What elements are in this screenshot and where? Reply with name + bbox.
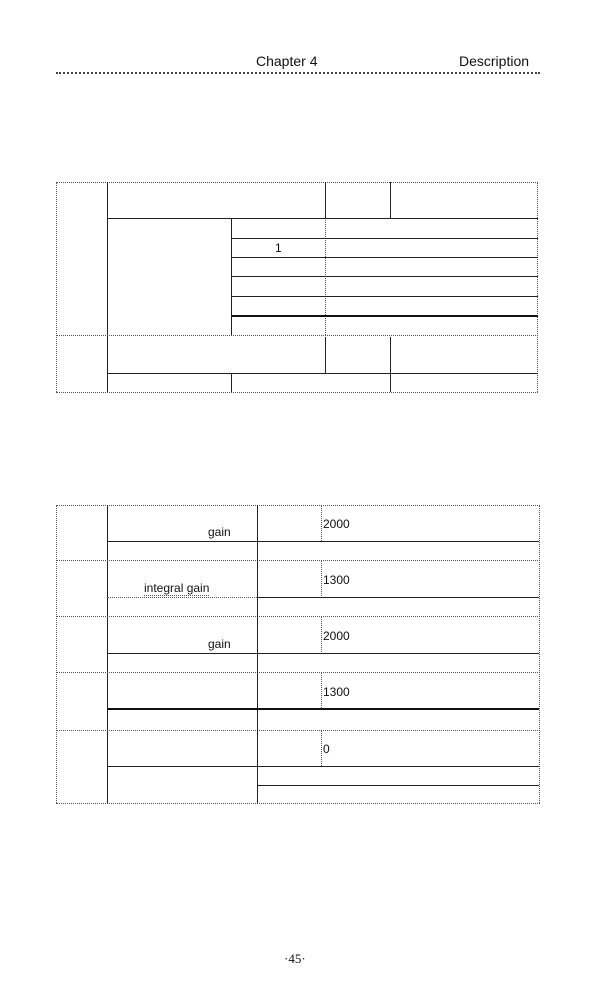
row-2-value: 1300 (323, 573, 350, 587)
table1-row-divider (231, 238, 538, 239)
table1-col-divider (231, 373, 232, 392)
table2-row-divider (107, 653, 539, 654)
table1-col-divider (325, 182, 326, 218)
table1-right-border (537, 182, 538, 392)
table2-row-divider (107, 708, 539, 710)
table2-col-divider (321, 616, 322, 652)
chapter-heading: Chapter 4 (256, 53, 318, 69)
table1-col-divider (107, 182, 108, 392)
table2-row-divider (107, 541, 539, 542)
table2-col-divider (257, 505, 258, 560)
table1-row-divider (231, 276, 538, 277)
table1-col-divider (390, 337, 391, 373)
page-number: ·45· (284, 951, 306, 966)
row-5-value: 0 (323, 742, 330, 756)
table2-row-divider (107, 597, 257, 598)
row-1-label: gain (208, 525, 231, 539)
table2-row-divider (257, 785, 539, 786)
table2-group-divider (56, 730, 540, 731)
table1-row-divider (107, 373, 538, 374)
section-heading: Description (459, 53, 530, 69)
table1-row-divider (107, 218, 538, 219)
row-1-value: 2000 (323, 517, 350, 531)
table2-row-divider (257, 597, 539, 598)
table1-cell-value: 1 (275, 241, 282, 255)
table1-col-divider (390, 373, 391, 392)
table2-group-divider (56, 560, 540, 561)
table2-col-divider (321, 672, 322, 708)
table2-col-divider (321, 730, 322, 766)
table2-col-divider (257, 672, 258, 730)
table1-col-divider (390, 182, 391, 218)
table1-top-border (56, 182, 538, 183)
table1-row-divider (56, 335, 538, 336)
table2-col-divider (107, 505, 108, 803)
header-rule (56, 72, 540, 74)
table1-row-divider (231, 296, 538, 297)
table2-top-border (56, 505, 540, 506)
table2-col-divider (257, 616, 258, 672)
table2-bottom-border (56, 803, 540, 804)
table1-row-divider (231, 315, 538, 317)
table2-col-divider (321, 560, 322, 596)
row-4-value: 1300 (323, 685, 350, 699)
table2-group-divider (56, 616, 540, 617)
table1-row-divider (231, 257, 538, 258)
table2-right-border (539, 505, 540, 803)
table2-col-divider (257, 560, 258, 616)
table2-col-divider (321, 505, 322, 541)
row-3-value: 2000 (323, 629, 350, 643)
table2-row-divider (107, 766, 539, 767)
row-2-label: integral gain (144, 581, 210, 595)
table1-left-border (56, 182, 57, 392)
table1-col-divider (325, 337, 326, 373)
table1-bottom-border (56, 392, 538, 393)
row-3-label: gain (208, 637, 231, 651)
table2-left-border (56, 505, 57, 803)
table2-group-divider (56, 672, 540, 673)
